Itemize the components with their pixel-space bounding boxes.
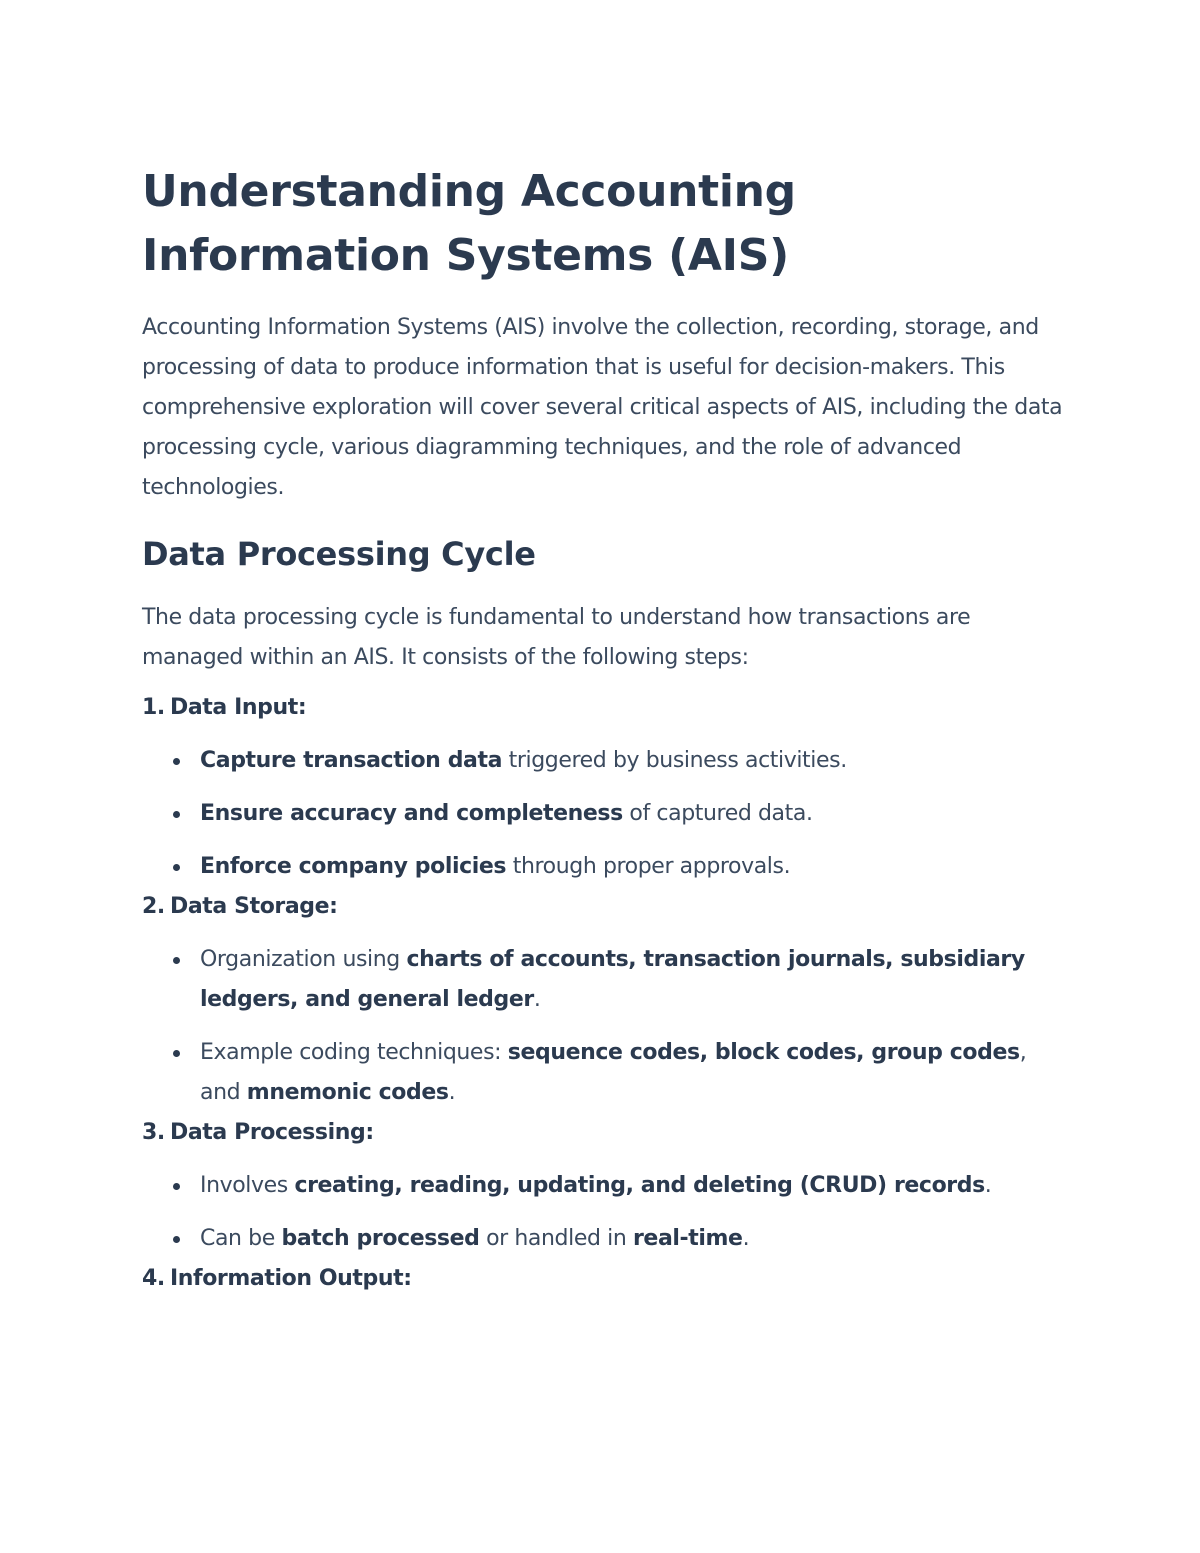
step-number: 3.	[142, 1120, 165, 1145]
step-label: Information Output:	[170, 1266, 412, 1291]
bullet-text: Involves	[200, 1173, 295, 1198]
section-lead-paragraph: The data processing cycle is fundamental to understand how transactions are managed within an AIS. It consists of the following steps:	[142, 605, 971, 670]
bullet-text: or handled in	[479, 1226, 633, 1251]
bullet-item	[200, 847, 1072, 887]
bullet-text: triggered by business activities.	[502, 748, 847, 773]
step-number: 4.	[142, 1266, 165, 1291]
bullet-text: Organization using	[200, 947, 407, 972]
bullet-text: .	[448, 1080, 456, 1105]
bullet-text: Can be	[200, 1226, 282, 1251]
bullet-item	[200, 1219, 1072, 1259]
bullet-text: , and	[200, 1040, 1027, 1105]
bullet-text: .	[742, 1226, 750, 1251]
page-title: Understanding Accounting Information Systems (AIS)	[142, 166, 796, 281]
bullet-item	[200, 794, 1072, 834]
bullet-text: .	[984, 1173, 992, 1198]
bold-term: real-time	[632, 1226, 743, 1251]
bullet-text: through proper approvals.	[506, 854, 791, 879]
bullet-item	[200, 741, 1072, 781]
intro-paragraph: Accounting Information Systems (AIS) involve the collection, recording, storage, and processing of data to produce information that is useful for decision-makers. This comprehensive exploration will cover several critical aspects of AIS, including the data processing cycle, various diagramming techniques, and the role of advanced technologies.	[142, 315, 1063, 500]
bullet-item	[200, 1033, 1072, 1113]
step-item	[142, 1259, 1072, 1299]
bullet-list	[142, 940, 1072, 1113]
step-heading	[142, 1259, 1072, 1299]
bullet-item	[200, 1166, 1072, 1206]
step-number: 1.	[142, 695, 165, 720]
bullet-list	[142, 1166, 1072, 1259]
step-label: Data Storage:	[170, 894, 338, 919]
bullet-text: Example coding techniques:	[200, 1040, 508, 1065]
bullet-item	[200, 940, 1072, 1020]
step-item	[142, 887, 1072, 1113]
bullet-text: .	[533, 987, 541, 1012]
step-number: 2.	[142, 894, 165, 919]
step-heading	[142, 688, 1072, 728]
step-heading	[142, 1113, 1072, 1153]
bold-term: Enforce company policies	[200, 854, 507, 879]
bold-term: charts of accounts, transaction journals, subsidiary ledgers, and general ledger	[200, 947, 1025, 1012]
bold-term: batch processed	[281, 1226, 480, 1251]
step-heading	[142, 887, 1072, 927]
document-page	[142, 160, 1072, 1299]
bold-term: creating, reading, updating, and deleting (CRUD) records	[294, 1173, 985, 1198]
bold-term: Capture transaction data	[200, 748, 503, 773]
section-heading: Data Processing Cycle	[142, 535, 536, 573]
bold-term: mnemonic codes	[246, 1080, 449, 1105]
step-item	[142, 688, 1072, 887]
bold-term: sequence codes, block codes, group codes	[507, 1040, 1020, 1065]
bullet-list	[142, 741, 1072, 887]
step-item	[142, 1113, 1072, 1259]
step-label: Data Processing:	[170, 1120, 374, 1145]
steps-list	[142, 688, 1072, 1299]
step-label: Data Input:	[170, 695, 307, 720]
bullet-text: of captured data.	[622, 801, 813, 826]
bold-term: Ensure accuracy and completeness	[200, 801, 623, 826]
